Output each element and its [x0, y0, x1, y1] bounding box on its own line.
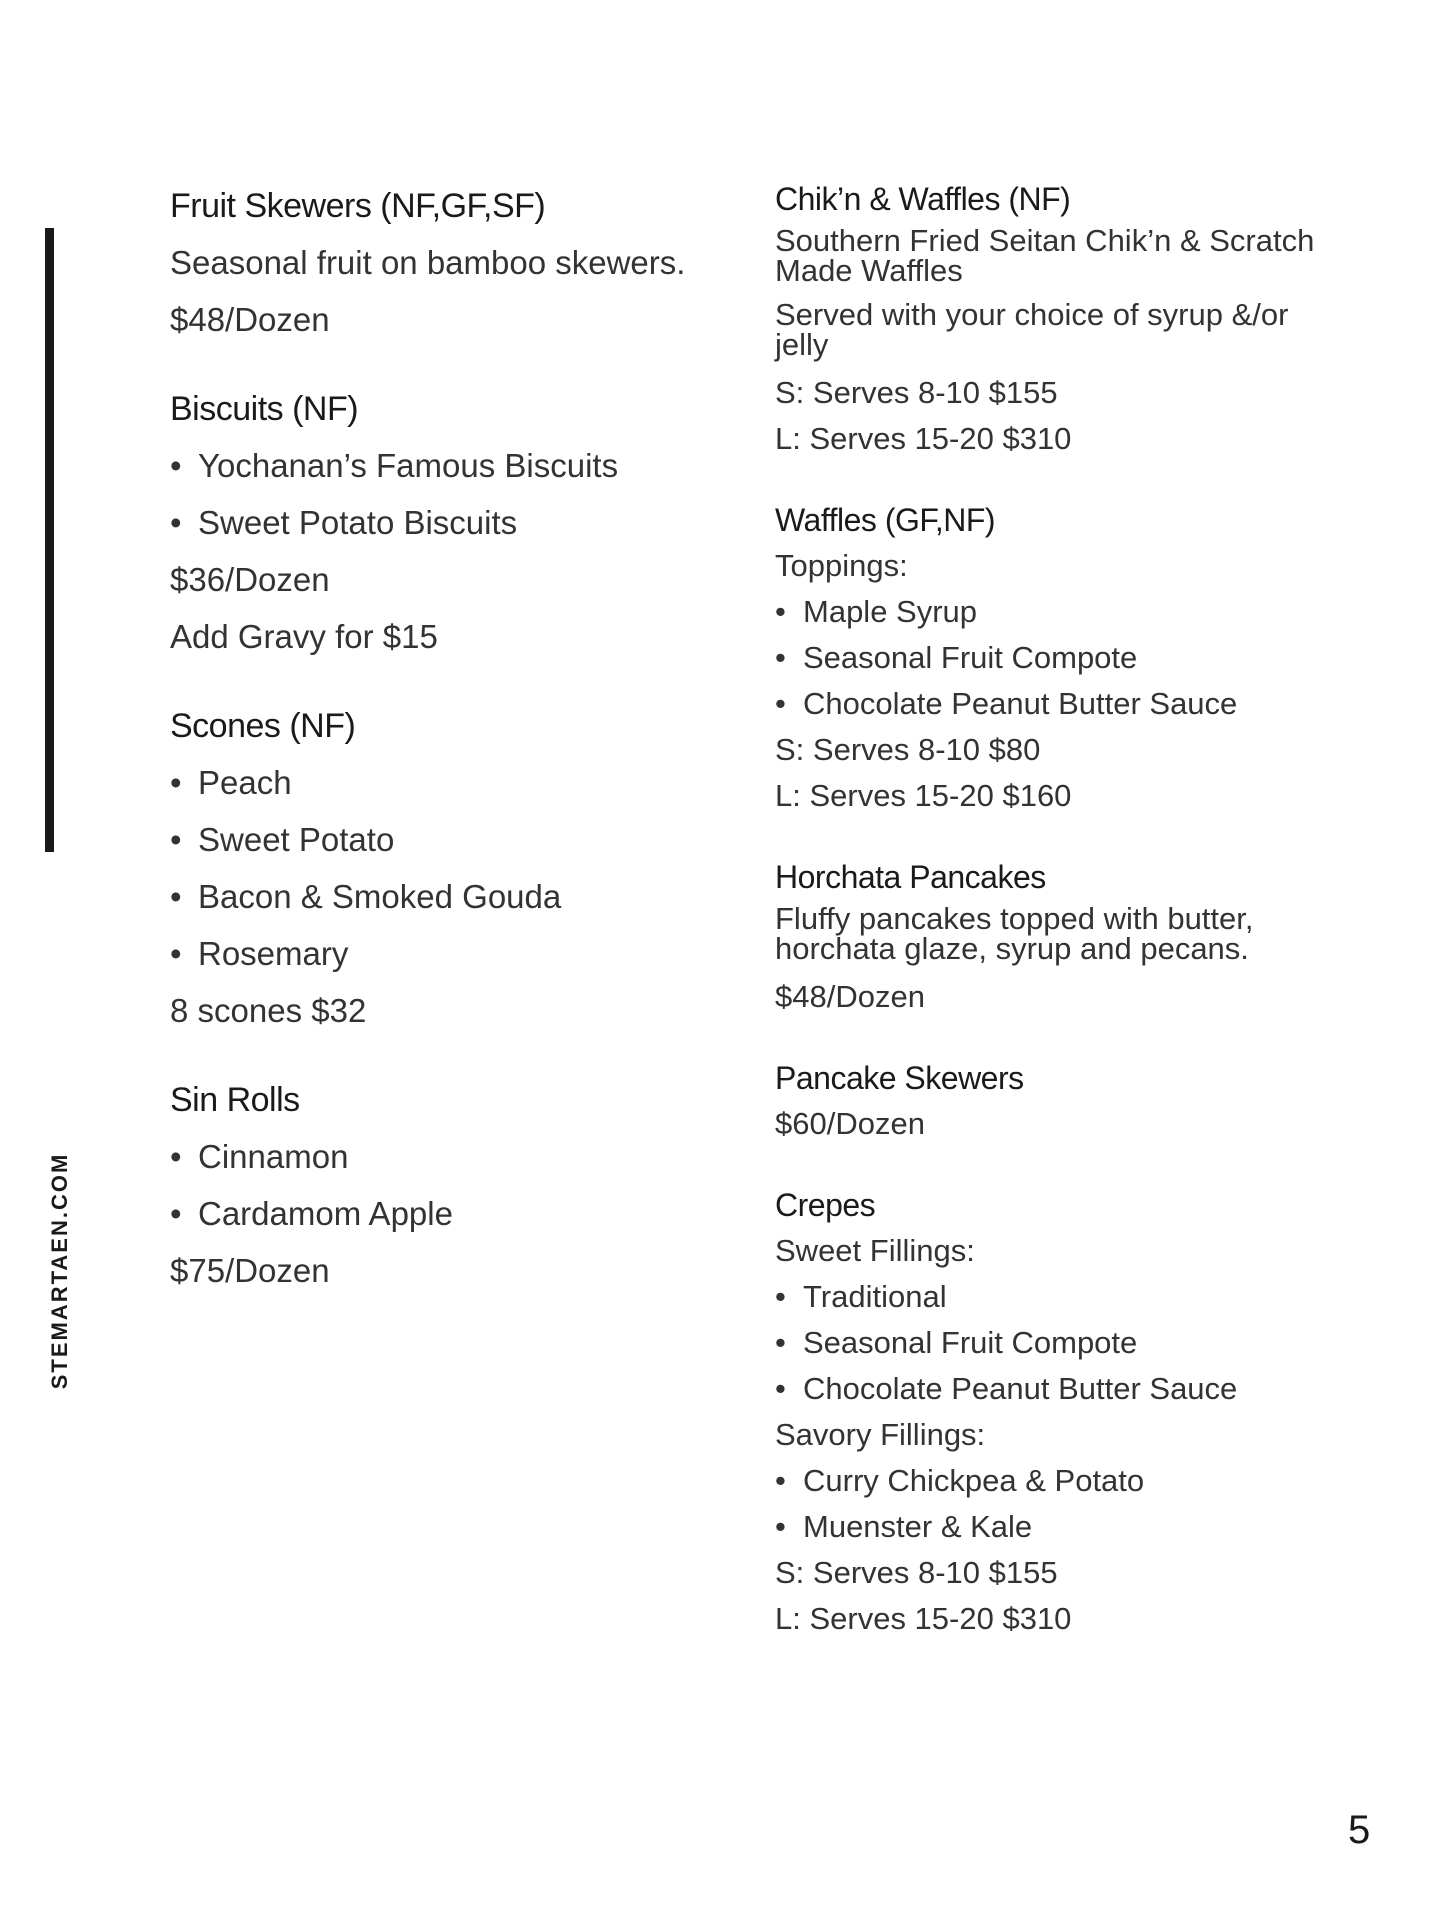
menu-detail-line: L: Serves 15-20 $310: [775, 421, 1072, 456]
menu-item-title: Fruit Skewers (NF,GF,SF): [170, 187, 546, 225]
menu-option-bullet: • Peach: [170, 763, 730, 803]
menu-section-pancake-skewers: [775, 1059, 1335, 1143]
menu-section-scones-nf: [170, 706, 730, 1031]
menu-section-fruit-skewers-nf-gf-sf: [170, 186, 730, 340]
menu-detail-line: Served with your choice of syrup &/or jelly: [775, 297, 1289, 362]
menu-detail-line: 8 scones $32: [170, 992, 367, 1029]
menu-detail-line: $36/Dozen: [170, 561, 330, 598]
menu-item-title: Waffles (GF,NF): [775, 502, 996, 538]
sidebar-accent-bar: [45, 228, 54, 852]
menu-option-bullet: • Chocolate Peanut Butter Sauce: [775, 1370, 1335, 1408]
menu-detail-line: L: Serves 15-20 $160: [775, 778, 1072, 813]
menu-option-bullet: • Rosemary: [170, 934, 730, 974]
menu-detail-line: Southern Fried Seitan Chik’n & Scratch Made Waffles: [775, 223, 1315, 288]
menu-section-waffles-gf-nf: [775, 501, 1335, 815]
menu-section-chik-n-waffles-nf: [775, 180, 1335, 458]
page-number: 5: [1348, 1808, 1371, 1852]
menu-detail-line: $48/Dozen: [170, 301, 330, 338]
menu-detail-line: S: Serves 8-10 $155: [775, 375, 1058, 410]
menu-item-title: Sin Rolls: [170, 1081, 300, 1119]
menu-item-title: Chik’n & Waffles (NF): [775, 181, 1071, 217]
menu-option-bullet: • Cardamom Apple: [170, 1194, 730, 1234]
menu-section-crepes: [775, 1186, 1335, 1638]
menu-option-bullet: • Sweet Potato: [170, 820, 730, 860]
menu-option-bullet: • Traditional: [775, 1278, 1335, 1316]
menu-option-bullet: • Cinnamon: [170, 1137, 730, 1177]
menu-detail-line: Seasonal fruit on bamboo skewers.: [170, 244, 686, 281]
menu-detail-line: Savory Fillings:: [775, 1417, 986, 1452]
menu-section-sin-rolls: [170, 1080, 730, 1291]
menu-option-bullet: • Maple Syrup: [775, 593, 1335, 631]
menu-option-bullet: • Curry Chickpea & Potato: [775, 1462, 1335, 1500]
menu-section-horchata-pancakes: [775, 858, 1335, 1016]
menu-detail-line: $48/Dozen: [775, 979, 925, 1014]
menu-detail-line: $60/Dozen: [775, 1106, 925, 1141]
sidebar-site-label: [44, 1146, 76, 1396]
menu-section-biscuits-nf: [170, 389, 730, 657]
menu-column-right: [775, 180, 1335, 1681]
menu-option-bullet: • Chocolate Peanut Butter Sauce: [775, 685, 1335, 723]
menu-item-title: Scones (NF): [170, 707, 356, 745]
menu-detail-line: S: Serves 8-10 $155: [775, 1555, 1058, 1590]
menu-detail-line: $75/Dozen: [170, 1252, 330, 1289]
menu-item-title: Pancake Skewers: [775, 1060, 1024, 1096]
menu-item-title: Crepes: [775, 1187, 876, 1223]
menu-item-title: Horchata Pancakes: [775, 859, 1046, 895]
menu-detail-line: Fluffy pancakes topped with butter, horchata glaze, syrup and pecans.: [775, 901, 1254, 966]
menu-option-bullet: • Seasonal Fruit Compote: [775, 1324, 1335, 1362]
menu-item-title: Biscuits (NF): [170, 390, 359, 428]
menu-option-bullet: • Bacon & Smoked Gouda: [170, 877, 730, 917]
menu-option-bullet: • Sweet Potato Biscuits: [170, 503, 730, 543]
site-url: STEMARTAEN.COM: [47, 1152, 72, 1390]
menu-detail-line: S: Serves 8-10 $80: [775, 732, 1041, 767]
menu-column-left: [170, 186, 730, 1340]
menu-option-bullet: • Yochanan’s Famous Biscuits: [170, 446, 730, 486]
menu-option-bullet: • Seasonal Fruit Compote: [775, 639, 1335, 677]
menu-detail-line: Sweet Fillings:: [775, 1233, 975, 1268]
menu-detail-line: Toppings:: [775, 548, 908, 583]
menu-option-bullet: • Muenster & Kale: [775, 1508, 1335, 1546]
menu-detail-line: Add Gravy for $15: [170, 618, 438, 655]
menu-detail-line: L: Serves 15-20 $310: [775, 1601, 1072, 1636]
